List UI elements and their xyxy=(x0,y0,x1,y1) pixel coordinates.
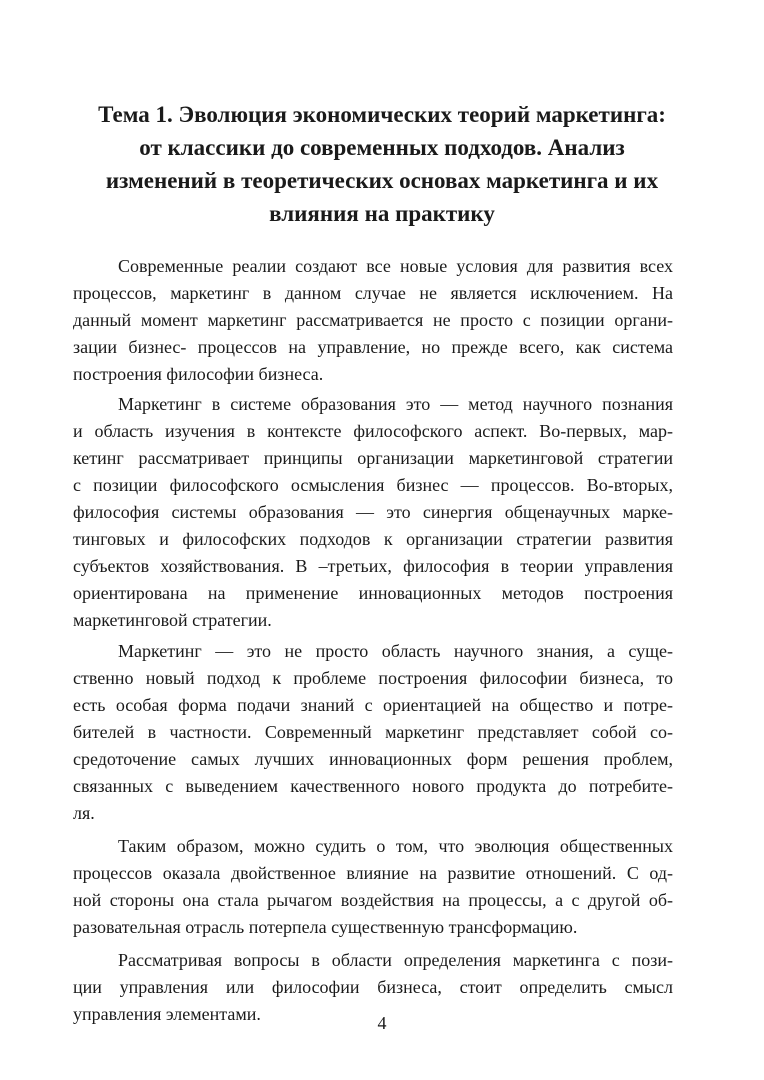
text-line: зации бизнес- процессов на управление, но прежде всего, как система xyxy=(73,337,673,357)
text-line: ля. xyxy=(73,803,95,823)
text-line: средоточение самых лучших инновационных форм решения проблем, xyxy=(73,749,673,769)
paragraph xyxy=(73,638,673,827)
text-line: ной стороны она стала рычагом воздействия на процессы, а с другой об- xyxy=(73,890,673,910)
chapter-title xyxy=(70,98,694,230)
text-line: есть особая форма подачи знаний с ориентацией на общество и потре- xyxy=(73,695,673,715)
text-line: связанных с выведением качественного нового продукта до потребите- xyxy=(73,776,673,796)
text-line: философия системы образования — это синергия общенаучных марке- xyxy=(73,502,673,522)
title-line: от классики до современных подходов. Анализ xyxy=(139,135,625,160)
text-line: процессов оказала двойственное влияние на развитие отношений. С од- xyxy=(73,863,673,883)
text-line: Таким образом, можно судить о том, что эволюция общественных xyxy=(118,836,673,856)
text-line: маркетинговой стратегии. xyxy=(73,610,272,630)
text-line: ориентирована на применение инновационных методов построения xyxy=(73,583,673,603)
paragraph xyxy=(73,391,673,634)
text-line: ции управления или философии бизнеса, стоит определить смысл xyxy=(73,977,673,997)
text-line: с позиции философского осмысления бизнес — процессов. Во-вторых, xyxy=(73,475,673,495)
text-line: процессов, маркетинг в данном случае не является исключением. На xyxy=(73,283,673,303)
text-line: субъектов хозяйствования. В –третьих, философия в теории управления xyxy=(73,556,673,576)
title-line: изменений в теоретических основах маркетинга и их xyxy=(105,168,659,193)
text-line: построения философии бизнеса. xyxy=(73,364,324,384)
text-line: тинговых и философских подходов к организации стратегии развития xyxy=(73,529,673,549)
title-line: Тема 1. Эволюция экономических теорий маркетинга: xyxy=(98,102,666,127)
text-line: Рассматривая вопросы в области определения маркетинга с пози- xyxy=(118,950,673,970)
text-line: разовательная отрасль потерпела существенную трансформацию. xyxy=(73,917,578,937)
text-line: Маркетинг — это не просто область научного знания, а суще- xyxy=(118,641,673,661)
paragraph xyxy=(73,253,673,388)
text-line: кетинг рассматривает принципы организации маркетинговой стратегии xyxy=(73,448,673,468)
title-line: влияния на практику xyxy=(269,201,495,226)
text-line: и область изучения в контексте философского аспект. Во-первых, мар- xyxy=(73,421,673,441)
text-line: данный момент маркетинг рассматривается не просто с позиции органи- xyxy=(73,310,673,330)
text-line: ственно новый подход к проблеме построения философии бизнеса, то xyxy=(73,668,673,688)
text-line: управления элементами. xyxy=(73,1004,261,1024)
body-text xyxy=(73,253,673,1028)
text-line: Современные реалии создают все новые условия для развития всех xyxy=(118,256,673,276)
text-line: Маркетинг в системе образования это — метод научного познания xyxy=(118,394,673,414)
text-line: бителей в частности. Современный маркетинг представляет собой со- xyxy=(73,722,673,742)
page-number: 4 xyxy=(377,1013,387,1033)
paragraph xyxy=(73,833,673,941)
